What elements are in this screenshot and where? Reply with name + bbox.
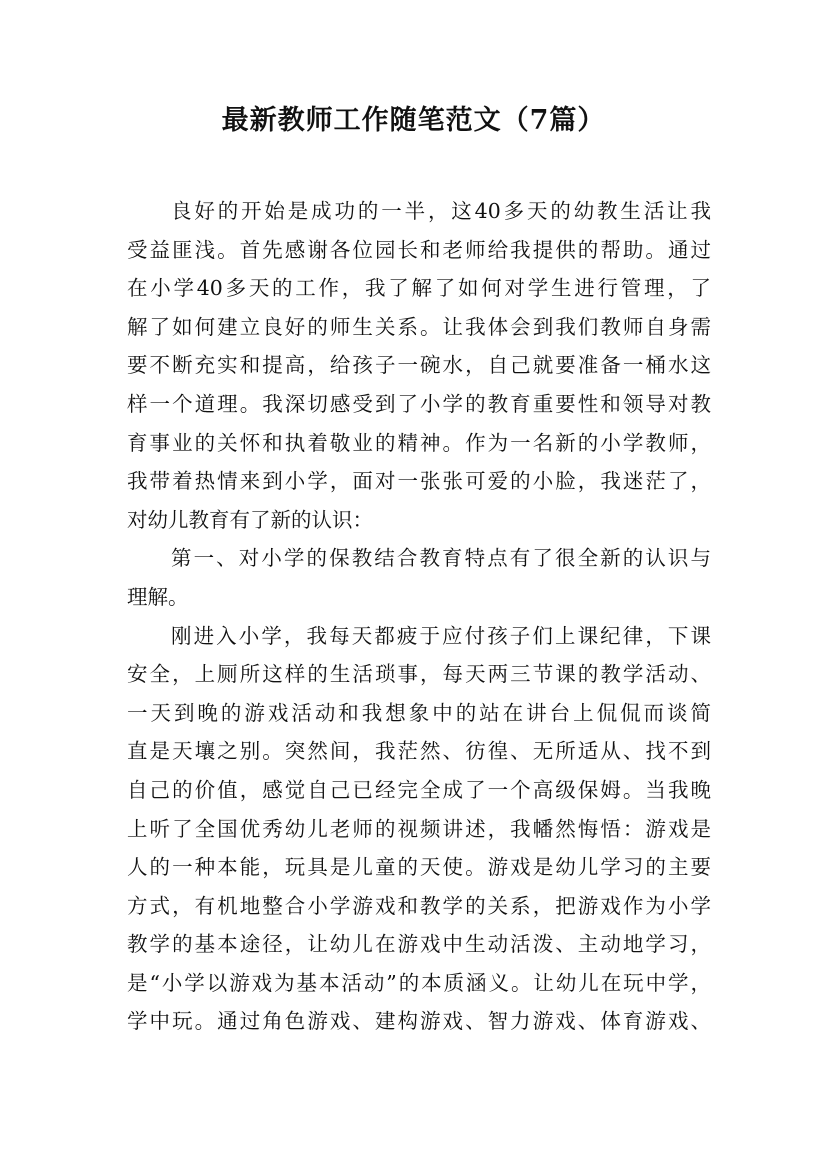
paragraph-3-line-1: 刚进入小学，我每天都疲于应付孩子们上课纪律，下课 xyxy=(171,623,711,648)
paragraph-2-line-2: 理解。 xyxy=(127,584,189,609)
paragraph-3-line-7: 人的一种本能，玩具是儿童的天使。游戏是幼儿学习的主要 xyxy=(127,855,711,880)
paragraph-1-line-6: 样一个道理。我深切感受到了小学的教育重要性和领导对教 xyxy=(127,391,711,416)
paragraph-3-line-5: 自己的价值，感觉自己已经完全成了一个高级保姆。当我晚 xyxy=(127,777,711,802)
document-body xyxy=(127,192,711,1041)
paragraph-1-line-1: 良好的开始是成功的一半，这40多天的幼教生活让我 xyxy=(171,199,711,223)
paragraph-3-line-8: 方式，有机地整合小学游戏和教学的关系，把游戏作为小学 xyxy=(127,893,711,918)
paragraph-3-line-4: 直是天壤之别。突然间，我茫然、彷徨、无所适从、找不到 xyxy=(127,739,711,764)
paragraph-1-line-3: 在小学40多天的工作，我了解了如何对学生进行管理，了 xyxy=(127,276,711,301)
paragraph-1-line-2: 受益匪浅。首先感谢各位园长和老师给我提供的帮助。通过 xyxy=(127,237,711,262)
paragraph-3-line-10: 是“小学以游戏为基本活动”的本质涵义。让幼儿在玩中学， xyxy=(127,970,711,995)
document-title: 最新教师工作随笔范文（7篇） xyxy=(221,105,606,136)
paragraph-1-line-5: 要不断充实和提高，给孩子一碗水，自己就要准备一桶水这 xyxy=(127,353,711,378)
paragraph-2-line-1: 第一、对小学的保教结合教育特点有了很全新的认识与 xyxy=(171,546,711,571)
paragraph-1-line-7: 育事业的关怀和执着敬业的精神。作为一名新的小学教师， xyxy=(127,430,711,455)
paragraph-3-line-3: 一天到晚的游戏活动和我想象中的站在讲台上侃侃而谈简 xyxy=(127,700,711,725)
paragraph-3-line-9: 教学的基本途径，让幼儿在游戏中生动活泼、主动地学习， xyxy=(127,932,711,957)
paragraph-3-line-2: 安全，上厕所这样的生活琐事，每天两三节课的教学活动、 xyxy=(127,662,711,687)
paragraph-1-line-9: 对幼儿教育有了新的认识： xyxy=(127,507,373,532)
paragraph-3-line-11: 学中玩。通过角色游戏、建构游戏、智力游戏、体育游戏、 xyxy=(127,1009,711,1034)
paragraph-1-line-8: 我带着热情来到小学，面对一张张可爱的小脸，我迷茫了， xyxy=(127,469,711,494)
paragraph-3-line-6: 上听了全国优秀幼儿老师的视频讲述，我幡然悔悟：游戏是 xyxy=(127,816,711,841)
paragraph-1-line-4: 解了如何建立良好的师生关系。让我体会到我们教师自身需 xyxy=(127,314,711,339)
